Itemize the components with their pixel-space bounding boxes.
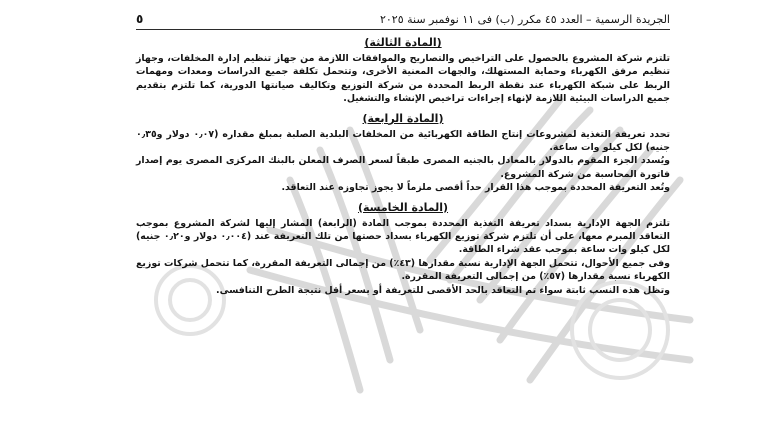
article-paragraph: وتُعد التعريفة المحددة بموجب هذا القرار حداً أقصى ملزماً لا يجوز تجاوزه عند التعاقد. bbox=[281, 182, 670, 194]
article-paragraph: تلتزم الجهة الإدارية بسداد تعريفة التغذية المحددة بموجب المادة (الرابعة) المشار إليها لشركة المشروع بموجب التعاقد المبرم معها، على أن تلتزم شركة توزيع الكهرباء بسداد حصتها من تلك التعريفة عند (٠٫٠٠٤ دولار و٠٫٢٠ جنيه) لكل كيلو وات ساعة بموجب عقد شراء الطاقة. bbox=[136, 217, 670, 256]
article-paragraph: تحدد تعريفة التغذية لمشروعات إنتاج الطاقة الكهربائية من المخلفات البلدية الصلبة بمبلغ مقداره (٠٫٠٧ دولار و٠٫٣٥ جنيه) لكل كيلو وات ساعة. bbox=[136, 128, 671, 154]
article-paragraph: ويُسدد الجزء المقوم بالدولار بالمعادل بالجنيه المصرى طبقاً لسعر الصرف المعلن بالبنك المركزى المصرى يوم إصدار فاتورة المحاسبة من شركة المشروع. bbox=[136, 155, 670, 180]
article-heading: (المادة الثالثة) bbox=[364, 36, 442, 49]
article-three bbox=[136, 35, 670, 106]
header-title: الجريدة الرسمية – العدد ٤٥ مكرر (ب) فى ١١ نوفمبر سنة ٢٠٢٥ bbox=[379, 12, 670, 26]
article-paragraph: تلتزم شركة المشروع بالحصول على التراخيص والتصاريح والموافقات اللازمة من جهاز تنظيم إدارة المخلفات، وجهاز تنظيم مرفق الكهرباء وحماية المستهلك، والجهات المعنية الأخرى، وتتحمل تكلفة جميع الدراسات ومعدات ومهمات الربط على شبكة الكهرباء عند نقطة الربط المحددة من شركة التوزيع وتكاليف صيانتها الدورية، كما تلتزم بتقديم جميع الدراسات البيئية اللازمة لإنهاء إجراءات تراخيص الإنشاء والتشغيل. bbox=[136, 53, 670, 105]
gazette-page bbox=[136, 10, 670, 297]
article-four bbox=[136, 111, 670, 195]
article-heading: (المادة الرابعة) bbox=[362, 111, 444, 125]
page-number: ٥ bbox=[136, 12, 144, 26]
article-paragraph: وفى جميع الأحوال، تتحمل الجهة الإدارية نسبة مقدارها (٤٣٪) من إجمالى التعريفة المقررة، كما تتحمل شركات توزيع الكهرباء نسبة مقدارها (٥٧٪) من إجمالى التعريفة المقررة. bbox=[136, 257, 670, 283]
article-five bbox=[136, 200, 670, 297]
page-header bbox=[136, 10, 670, 30]
article-heading: (المادة الخامسة) bbox=[357, 200, 449, 214]
article-paragraph: وتظل هذه النسب ثابتة سواء تم التعاقد بالحد الأقصى للتعريفة أو بسعر أقل نتيجة الطرح التنافسى. bbox=[216, 284, 670, 296]
